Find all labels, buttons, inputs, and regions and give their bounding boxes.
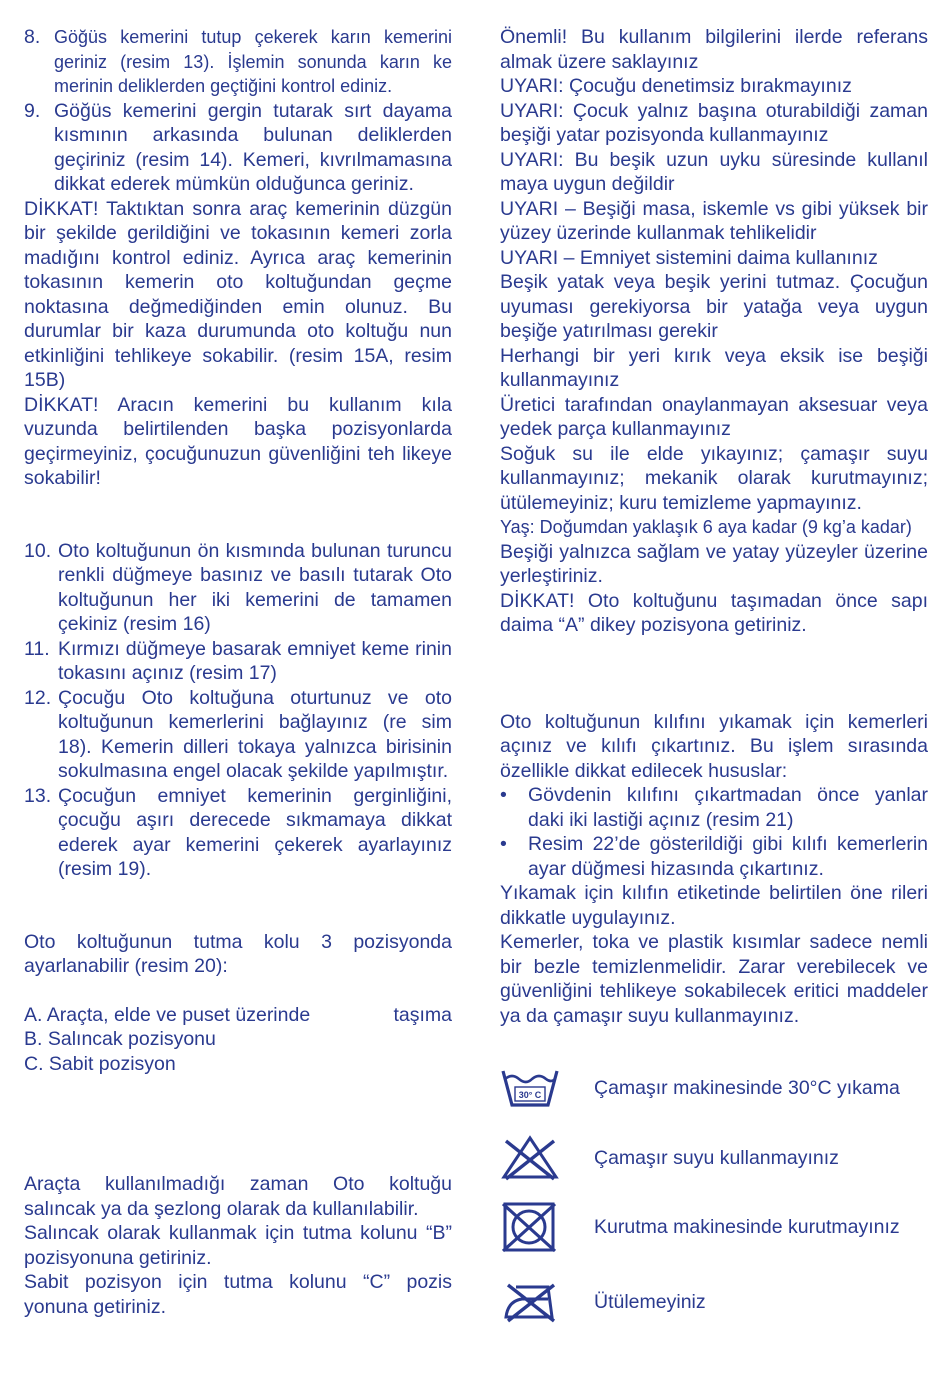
bullet-item xyxy=(500,783,928,832)
no-iron-icon xyxy=(500,1278,580,1326)
step-number: 13. xyxy=(24,784,52,807)
bullet-icon: • xyxy=(500,784,507,806)
bullet-text: Resim 22’de gösterildiği gibi kılıfı kemerlerin ayar düğmesi hizasında çıkartınız. xyxy=(528,833,928,880)
handle-intro: Oto koltuğunun tutma kolu 3 pozisyonda ayarlanabilir (resim 20): xyxy=(24,930,452,977)
care-label: Çamaşır suyu kullanmayınız xyxy=(594,1146,839,1169)
care-row-tumble xyxy=(500,1203,940,1251)
position-a xyxy=(24,1003,452,1028)
wash-paragraph: Yıkamak için kılıfın etiketinde belirtilen öne rileri dikkatle uygulayınız. xyxy=(500,882,928,929)
carry-warning: DİKKAT! Oto koltuğunu taşımadan önce sapı daima “A” dikey pozisyona getiriniz. xyxy=(500,589,928,636)
info-paragraph: Soğuk su ile elde yıkayınız; çamaşır suyu kullanmayınız; mekanik olarak kurutmayınız; ütülemeyiniz; kuru temizleme yapmayınız. xyxy=(500,442,928,514)
position-a-suffix: taşıma xyxy=(393,1003,452,1026)
step-text: Çocuğun emniyet kemerinin gerginliğini, çocuğu aşırı derecede sıkmamaya dikkat ederek ayar kemerini çekerek ayarlayınız (resim 19). xyxy=(58,784,452,880)
right-column xyxy=(500,25,928,1028)
usage-paragraph: Sabit pozisyon için tutma kolunu “C” pozis yonuna getiriniz. xyxy=(24,1271,452,1318)
step-number: 10. xyxy=(24,539,52,562)
step-11 xyxy=(24,637,452,686)
warning-line: UYARI – Emniyet sistemini daima kullanınız xyxy=(500,246,878,269)
care-row-iron xyxy=(500,1278,940,1326)
bullet-text: Gövdenin kılıfını çıkartmadan önce yanlar daki iki lastiği açınız (resim 21) xyxy=(528,784,928,831)
wash-paragraph: Kemerler, toka ve plastik kısımlar sadece nemli bir bezle temizlenmelidir. Zarar verebilecek ve güvenliğini tehlikeye sokabilecek eritici maddeler ya da çamaşır suyu kullanmayınız. xyxy=(500,931,928,1027)
usage-paragraph: Salıncak olarak kullanmak için tutma kolunu “B” pozisyonuna getiriniz. xyxy=(24,1222,452,1269)
age-info: Yaş: Doğumdan yaklaşık 6 aya kadar (9 kg’a kadar) xyxy=(500,517,912,537)
warning-paragraph: DİKKAT! Taktıktan sonra araç kemerinin düzgün bir şekilde gerildiğini ve tokasının kemeri zorla madığını kontrol ediniz. Ayrıca araç kemerinin tokasının kemerin oto koltuğundan geçme noktasına değmediğinden emin olunuz. Bu durumlar bir kaza durumunda oto koltuğu nun etkinliğini tehlikeye sokabilir. (resim 15A, resim 15B) xyxy=(24,197,452,391)
warning-line: UYARI – Beşiği masa, iskemle vs gibi yüksek bir yüzey üzerinde kullanmak tehlikelidir xyxy=(500,197,928,244)
warning-paragraph: DİKKAT! Aracın kemerini bu kullanım kıla vuzunda belirtilenden başka pozisyonlarda geçirmeyiniz, çocuğunuzun güvenliğini teh likeye sokabilir! xyxy=(24,393,452,489)
step-13 xyxy=(24,784,452,882)
bullet-item xyxy=(500,832,928,881)
left-column xyxy=(24,25,452,1319)
wash-intro: Oto koltuğunun kılıfını yıkamak için kemerleri açınız ve kılıfı çıkartınız. Bu işlem sırasında özellikle dikkat edilecek hususlar: xyxy=(500,710,928,782)
wash-30-tub-text: 30° C xyxy=(518,1090,542,1100)
warning-line: UYARI: Bu beşik uzun uyku süresinde kullanıl maya uygun değildir xyxy=(500,148,928,195)
info-paragraph: Beşik yatak veya beşik yerini tutmaz. Çocuğun uyuması gerekiyorsa bir yatağa veya uygun beşiğe yatırılması gerekir xyxy=(500,271,928,342)
step-number: 9. xyxy=(24,99,41,122)
position-c: C. Sabit pozisyon xyxy=(24,1052,176,1075)
step-text: Kırmızı düğmeye basarak emniyet keme rinin tokasını açınız (resim 17) xyxy=(58,637,452,684)
step-12 xyxy=(24,686,452,784)
important-note: Önemli! Bu kullanım bilgilerini ilerde referans almak üzere saklayınız xyxy=(500,26,928,73)
step-text: Göğüs kemerini gergin tutarak sırt dayama kısmının arkasında bulunan deliklerden geçiriniz (resim 14). Kemeri, kıvrılmamasına dikkat ederek mümkün olduğunca geriniz. xyxy=(54,99,452,195)
no-bleach-icon xyxy=(500,1134,580,1182)
care-label: Kurutma makinesinde kurutmayınız xyxy=(594,1215,900,1238)
care-row-bleach xyxy=(500,1134,940,1182)
step-text: Çocuğu Oto koltuğuna oturtunuz ve oto koltuğunun kemerlerini bağlayınız (re sim 18). Kemerin dilleri tokaya yalnızca birisinin sokulmasına engel olacak şekilde yapılmıştır. xyxy=(58,686,452,782)
no-tumble-dry-icon xyxy=(500,1203,580,1251)
step-number: 11. xyxy=(24,637,50,660)
info-paragraph: Herhangi bir yeri kırık veya eksik ise beşiği kullanmayınız xyxy=(500,344,928,391)
step-text: Göğüs kemerini tutup çekerek karın kemerini geriniz (resim 13). İşlemin sonunda karın ke merinin deliklerden geçtiğini kontrol ediniz. xyxy=(54,27,452,96)
warning-line: UYARI: Çocuk yalnız başına oturabildiği zaman beşiği yatar pozisyonda kullanmayınız xyxy=(500,99,928,146)
care-row-wash xyxy=(500,1064,940,1112)
usage-paragraph: Araçta kullanılmadığı zaman Oto koltuğu salıncak ya da şezlong olarak da kullanılabilir. xyxy=(24,1173,452,1220)
warning-line: UYARI: Çocuğu denetimsiz bırakmayınız xyxy=(500,75,852,97)
wash-30-icon xyxy=(500,1064,580,1112)
position-a-label: A. Araçta, elde ve puset üzerinde xyxy=(24,1003,311,1026)
position-b: B. Salıncak pozisyonu xyxy=(24,1028,216,1050)
step-9 xyxy=(24,99,452,197)
info-paragraph: Üretici tarafından onaylanmayan aksesuar veya yedek parça kullanmayınız xyxy=(500,393,928,440)
step-8 xyxy=(24,25,452,99)
info-paragraph: Beşiği yalnızca sağlam ve yatay yüzeyler üzerine yerleştiriniz. xyxy=(500,540,928,587)
care-label: Ütülemeyiniz xyxy=(594,1290,706,1313)
step-10 xyxy=(24,539,452,637)
care-label: Çamaşır makinesinde 30°C yıkama xyxy=(594,1076,900,1099)
step-text: Oto koltuğunun ön kısmında bulunan turuncu renkli düğmeye basınız ve basılı tutarak Oto koltuğunun her iki kemerini de tamamen çekiniz (resim 16) xyxy=(58,539,452,635)
step-number: 8. xyxy=(24,26,41,48)
step-number: 12. xyxy=(24,686,52,709)
bullet-icon: • xyxy=(500,833,507,855)
